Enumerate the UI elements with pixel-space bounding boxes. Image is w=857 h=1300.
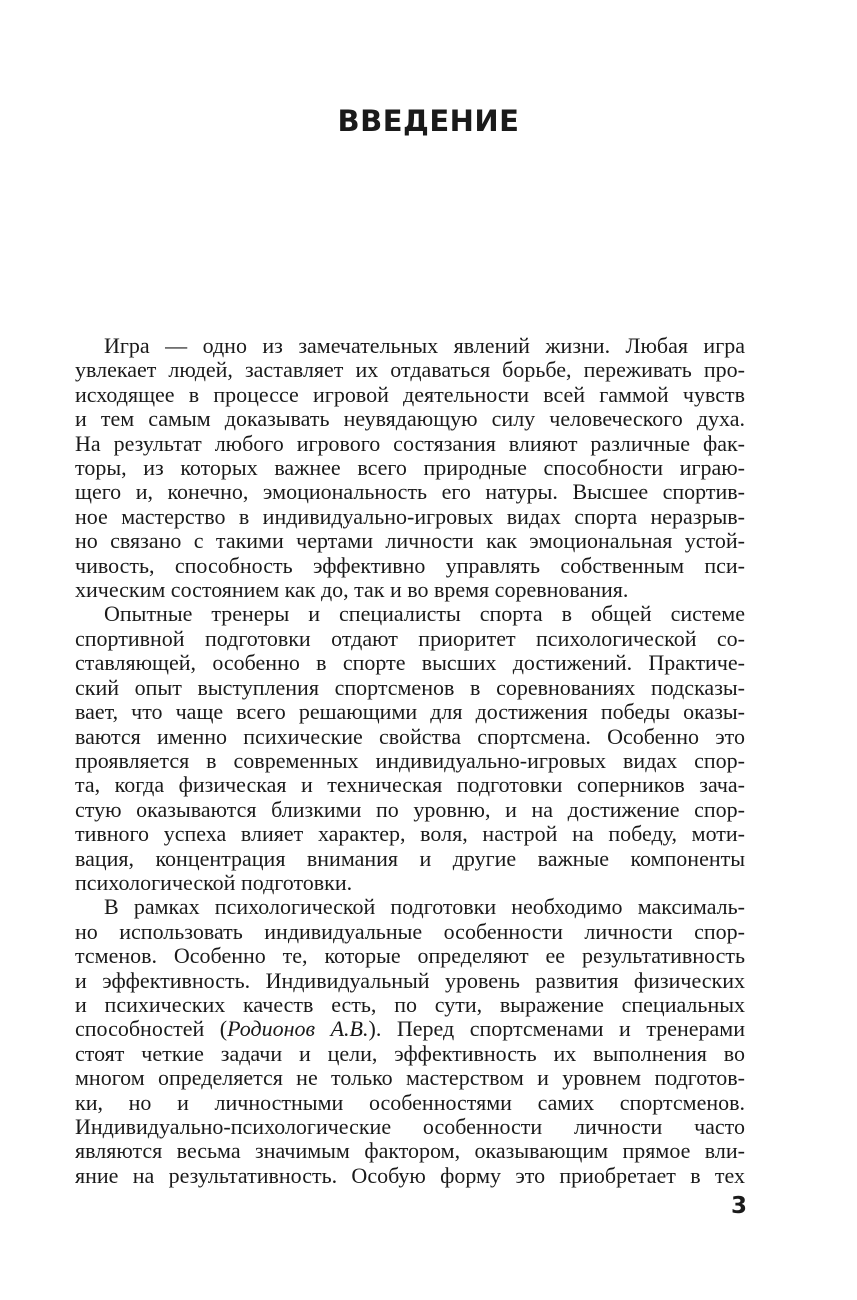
text-line: ский опыт выступления спортсменов в соревнованиях подсказы- <box>75 674 745 700</box>
text-line: и эффективность. Индивидуальный уровень развития физических <box>75 967 745 993</box>
text-line: являются весьма значимым фактором, оказывающим прямое вли- <box>75 1138 745 1164</box>
text-line: вация, концентрация внимания и другие важные компоненты <box>75 845 745 871</box>
text-line: психологической подготовки. <box>75 869 353 895</box>
text-line: но использовать индивидуальные особенности личности спор- <box>75 918 745 944</box>
text-line: но связано с такими чертами личности как эмоциональная устой- <box>75 528 745 554</box>
text-line: ное мастерство в индивидуально-игровых видах спорта неразрыв- <box>75 503 745 529</box>
text-line: Опытные тренеры и специалисты спорта в общей системе <box>104 601 745 627</box>
text-line: многом определяется не только мастерством и уровнем подготов- <box>75 1065 745 1091</box>
text-line: торы, из которых важнее всего природные способности играю- <box>75 455 745 481</box>
text-line: та, когда физическая и техническая подготовки соперников зача- <box>75 772 745 798</box>
text-line: ки, но и личностными особенностями самих спортсменов. <box>75 1089 745 1115</box>
citation-suffix: ). Перед спортсменами и тренерами <box>368 1016 745 1042</box>
citation-author: Родионов А.В. <box>227 1016 369 1042</box>
text-line: увлекает людей, заставляет их отдаваться борьбе, переживать про- <box>75 357 745 383</box>
text-line: и тем самым доказывать неувядающую силу человеческого духа. <box>75 406 745 432</box>
text-line: Индивидуально-психологические особенности личности часто <box>75 1114 745 1139</box>
text-line: На результат любого игрового состязания влияют различные фак- <box>75 430 745 456</box>
text-line-with-citation <box>75 1017 745 1041</box>
text-line: исходящее в процессе игровой деятельности всей гаммой чувств <box>75 381 745 407</box>
body-text <box>75 334 745 1188</box>
citation-prefix: способностей ( <box>75 1016 228 1042</box>
text-line: ваются именно психические свойства спортсмена. Особенно это <box>75 723 745 749</box>
text-line: щего и, конечно, эмоциональность его натуры. Высшее спортив- <box>75 479 745 505</box>
text-line: вает, что чаще всего решающими для достижения победы оказы- <box>75 699 745 725</box>
text-line: хическим состоянием как до, так и во время соревнования. <box>75 577 629 603</box>
page-number: 3 <box>730 1193 747 1219</box>
text-line: тивного успеха влияет характер, воля, настрой на победу, моти- <box>75 821 745 847</box>
text-line: ставляющей, особенно в спорте высших достижений. Практиче- <box>75 650 745 676</box>
text-line: и психических качеств есть, по сути, выражение специальных <box>75 991 745 1017</box>
text-line: чивость, способность эффективно управлять собственным пси- <box>75 552 745 578</box>
page-title: ВВЕДЕНИЕ <box>337 104 520 138</box>
text-line: проявляется в современных индивидуально-игровых видах спор- <box>75 747 745 773</box>
text-line: спортивной подготовки отдают приоритет психологической со- <box>75 625 745 651</box>
text-line: тсменов. Особенно те, которые определяют ее результативность <box>75 943 745 969</box>
text-line: В рамках психологической подготовки необходимо максималь- <box>104 894 745 920</box>
text-line: стоят четкие задачи и цели, эффективность их выполнения во <box>75 1040 745 1066</box>
text-line: стую оказываются близкими по уровню, и на достижение спор- <box>75 796 745 822</box>
text-line: Игра — одно из замечательных явлений жизни. Любая игра <box>104 333 745 358</box>
text-line: яние на результативность. Особую форму это приобретает в тех <box>75 1162 745 1188</box>
